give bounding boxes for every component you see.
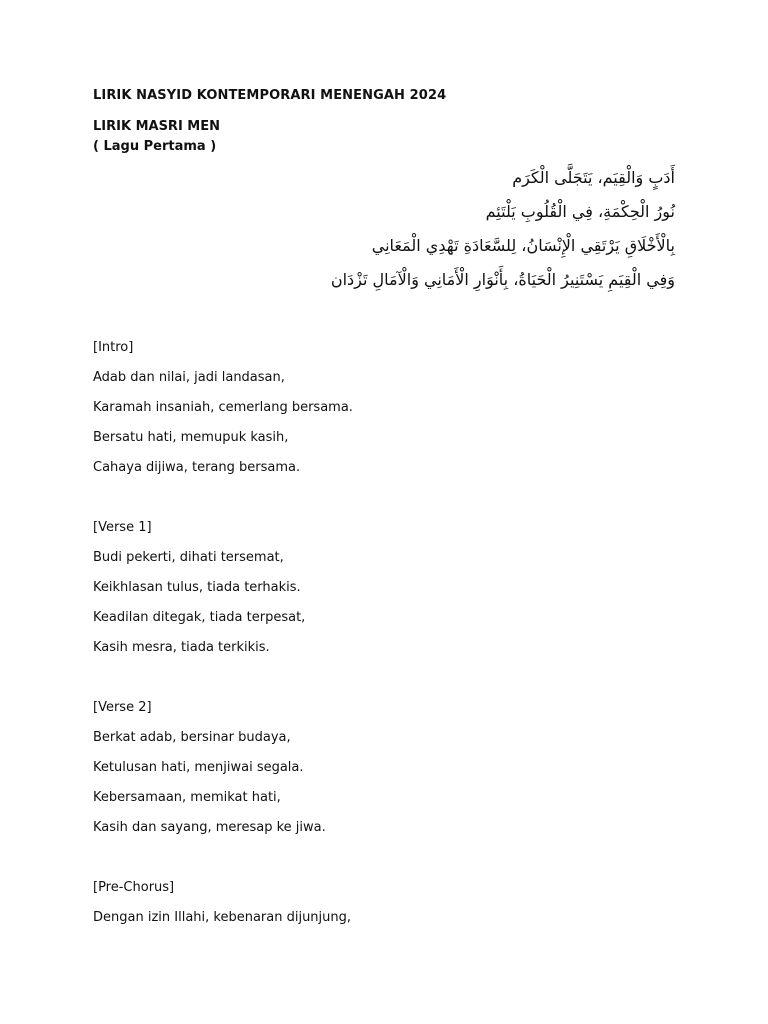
lyrics-body [93,340,693,940]
lyric-line: Keikhlasan tulus, tiada terhakis. [93,580,301,595]
lyric-line: Kasih dan sayang, meresap ke jiwa. [93,820,326,835]
arabic-line-1: أَدَبٍ وَالْقِيَم، يَتَجَلَّى الْكَرَم [512,168,675,187]
lyric-line: Kasih mesra, tiada terkikis. [93,640,270,655]
lyric-line: Keadilan ditegak, tiada terpesat, [93,610,306,625]
section-heading-verse-2: [Verse 2] [93,700,152,715]
arabic-line-2: نُورُ الْحِكْمَةِ، فِي الْقُلُوبِ يَلْتَئِم [485,202,675,221]
lyric-line: Dengan izin Illahi, kebenaran dijunjung, [93,910,352,925]
lyric-line: Berkat adab, bersinar budaya, [93,730,291,745]
lyric-line: Ketulusan hati, menjiwai segala. [93,760,304,775]
lyric-line: Karamah insaniah, cemerlang bersama. [93,400,353,415]
section-heading-intro: [Intro] [93,340,134,355]
arabic-line-4: وَفِي الْقِيَمِ يَسْتَنِيرُ الْحَيَاةُ، بِأَنْوَارِ الْأَمَانِي وَالْآمَالِ تَزْدَان [330,270,675,289]
lyric-line: Bersatu hati, memupuk kasih, [93,430,289,445]
song-title: LIRIK MASRI MEN [93,119,220,134]
lyric-line: Adab dan nilai, jadi landasan, [93,370,285,385]
arabic-line-3: بِالْأَخْلَاقِ يَرْتَقِي الْإِنْسَانُ، لِلسَّعَادَةِ تَهْدِي الْمَعَانِي [371,236,675,255]
document-title: LIRIK NASYID KONTEMPORARI MENENGAH 2024 [93,88,447,103]
lyric-line: Kebersamaan, memikat hati, [93,790,281,805]
stanza-gap [93,670,693,700]
lyric-line: Budi pekerti, dihati tersemat, [93,550,284,565]
stanza-gap [93,490,693,520]
song-subtitle: ( Lagu Pertama ) [93,139,217,154]
section-heading-verse-1: [Verse 1] [93,520,152,535]
section-heading-pre-chorus: [Pre-Chorus] [93,880,175,895]
lyric-line: Cahaya dijiwa, terang bersama. [93,460,301,475]
stanza-gap [93,850,693,880]
